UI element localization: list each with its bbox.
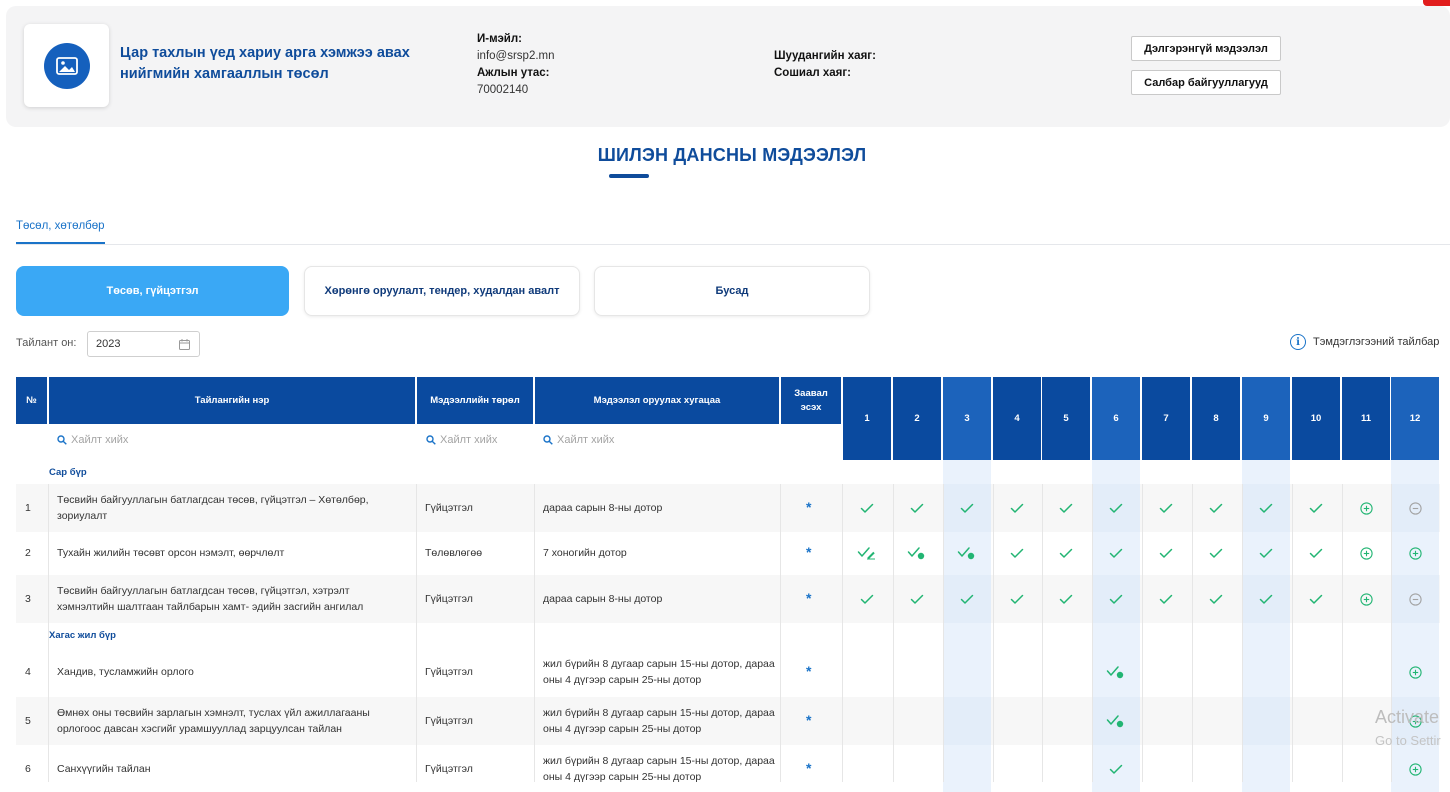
group-monthly: Сар бүр <box>49 467 87 478</box>
row-required-mark: * <box>806 544 812 560</box>
column-divider <box>1242 484 1243 782</box>
column-divider <box>534 484 535 782</box>
check-icon[interactable] <box>1056 500 1076 516</box>
check-icon[interactable] <box>1156 500 1176 516</box>
row-required-mark: * <box>806 712 812 728</box>
check-icon[interactable] <box>1007 591 1027 607</box>
search-deadline-placeholder: Хайлт хийх <box>557 434 615 446</box>
row-report-name: Санхүүгийн тайлан <box>57 763 151 775</box>
check-icon[interactable] <box>1256 545 1276 561</box>
search-icon <box>543 435 553 445</box>
check-icon[interactable] <box>1206 500 1226 516</box>
month-cell-shade <box>943 648 991 696</box>
search-icon <box>57 435 67 445</box>
row-required-mark: * <box>806 760 812 776</box>
row-report-name: Өмнөх оны төсвийн зарлагын хэмнэлт, туслах үйл ажиллагааны орлогоос давсан хэсгийг урамшууллад зарцуулсан тайлан <box>57 707 370 735</box>
legend-link[interactable] <box>1290 334 1439 350</box>
month-cell-shade <box>1242 648 1290 696</box>
column-divider <box>842 484 843 782</box>
activation-watermark-title: Activate <box>1375 707 1440 727</box>
tab-divider <box>16 244 1450 245</box>
info-icon: i <box>1290 334 1306 350</box>
column-divider <box>893 484 894 782</box>
row-required-mark: * <box>806 499 812 515</box>
check-icon[interactable] <box>1206 591 1226 607</box>
column-divider <box>1192 484 1193 782</box>
page-title: ШИЛЭН ДАНСНЫ МЭДЭЭЛЭЛ <box>597 145 867 165</box>
activation-watermark-sub: Go to Settir <box>1375 733 1441 748</box>
search-deadline-input[interactable] <box>543 434 614 446</box>
calendar-icon <box>179 339 190 350</box>
legend-label: Тэмдэглэгээний тайлбар <box>1313 336 1440 348</box>
check-pending-icon[interactable] <box>1106 664 1126 680</box>
row-number: 4 <box>25 666 31 678</box>
check-icon[interactable] <box>1156 545 1176 561</box>
column-divider <box>416 484 417 782</box>
minus-circle-icon[interactable] <box>1405 500 1425 516</box>
month-cell-shade <box>943 746 991 792</box>
row-info-type: Гүйцэтгэл <box>425 502 473 514</box>
row-deadline: дараа сарын 8-ны дотор <box>543 593 663 605</box>
header-month-2: 2 <box>893 377 941 460</box>
add-circle-icon[interactable] <box>1405 761 1425 777</box>
check-icon[interactable] <box>1056 545 1076 561</box>
row-required-mark: * <box>806 663 812 679</box>
row-info-type: Гүйцэтгэл <box>425 593 473 605</box>
row-deadline: жил бүрийн 8 дугаар сарын 15-ны дотор, дараа оны 4 дүгээр сарын 25-ны дотор <box>543 755 775 783</box>
add-circle-icon[interactable] <box>1356 591 1376 607</box>
month-cell-shade <box>1242 697 1290 745</box>
row-number: 6 <box>25 763 31 775</box>
check-icon[interactable] <box>907 500 927 516</box>
row-deadline: 7 хоногийн дотор <box>543 547 627 559</box>
header-month-1: 1 <box>843 377 891 460</box>
row-report-name: Хандив, тусламжийн орлого <box>57 666 194 678</box>
phone-value: 70002140 <box>477 84 529 96</box>
row-deadline: дараа сарын 8-ны дотор <box>543 502 663 514</box>
group-half-year: Хагас жил бүр <box>49 630 116 641</box>
check-icon[interactable] <box>1256 500 1276 516</box>
email-value: info@srsp2.mn <box>477 50 555 62</box>
row-info-type: Төлөвлөгөө <box>425 547 483 559</box>
contact-block <box>477 31 555 99</box>
phone-label: Ажлын утас: <box>477 67 550 79</box>
header-month-3: 3 <box>943 377 991 460</box>
check-icon[interactable] <box>1306 545 1326 561</box>
category-budget-button[interactable]: Төсөв, гүйцэтгэл <box>16 266 289 316</box>
fax-label: Шуудангийн хаяг: <box>774 50 876 62</box>
check-icon[interactable] <box>957 591 977 607</box>
header-month-5: 5 <box>1042 377 1090 460</box>
add-circle-icon[interactable] <box>1356 500 1376 516</box>
check-icon[interactable] <box>857 591 877 607</box>
add-circle-icon[interactable] <box>1356 545 1376 561</box>
row-info-type: Гүйцэтгэл <box>425 666 473 678</box>
tab-projects[interactable]: Төсөл, хөтөлбөр <box>16 220 105 232</box>
branches-button[interactable]: Салбар байгууллагууд <box>1131 70 1281 95</box>
header-month-7: 7 <box>1142 377 1190 460</box>
column-divider <box>943 484 944 782</box>
month-cell-shade <box>1242 746 1290 792</box>
email-label: И-мэйл: <box>477 33 523 45</box>
row-deadline: жил бүрийн 8 дугаар сарын 15-ны дотор, дараа оны 4 дүгээр сарын 25-ны дотор <box>543 707 775 735</box>
header-month-10: 10 <box>1292 377 1340 460</box>
image-icon <box>44 43 90 89</box>
header-month-12: 12 <box>1391 377 1439 460</box>
check-icon[interactable] <box>1106 545 1126 561</box>
row-report-name: Төсвийн байгууллагын батлагдсан төсөв, гүйцэтгэл, хэтрэлт хэмнэлтийн шалтгаан тайлбарын хамт- эдийн засгийн ангилал <box>57 585 364 613</box>
row-info-type: Гүйцэтгэл <box>425 763 473 775</box>
check-icon[interactable] <box>1156 591 1176 607</box>
minus-circle-icon[interactable] <box>1405 591 1425 607</box>
check-icon[interactable] <box>1106 500 1126 516</box>
month-cell-shade <box>943 697 991 745</box>
column-divider <box>1042 484 1043 782</box>
column-divider <box>1342 484 1343 782</box>
row-report-name: Төсвийн байгууллагын батлагдсан төсөв, гүйцэтгэл – Хөтөлбөр, зориулалт <box>57 494 369 522</box>
row-required-mark: * <box>806 590 812 606</box>
social-label: Сошиал хаяг: <box>774 67 852 79</box>
check-icon[interactable] <box>857 500 877 516</box>
address-block <box>774 48 876 82</box>
check-icon[interactable] <box>1056 591 1076 607</box>
title-underline <box>609 174 649 178</box>
check-icon[interactable] <box>1306 500 1326 516</box>
add-circle-icon[interactable] <box>1405 664 1425 680</box>
year-picker[interactable] <box>87 331 200 357</box>
column-divider <box>1292 484 1293 782</box>
check-pending-icon[interactable] <box>907 545 927 561</box>
details-button[interactable]: Дэлгэрэнгүй мэдээлэл <box>1131 36 1281 61</box>
row-number: 3 <box>25 593 31 605</box>
check-icon[interactable] <box>1206 545 1226 561</box>
year-label: Тайлант он: <box>16 337 77 349</box>
row-number: 2 <box>25 547 31 559</box>
search-info-type-placeholder: Хайлт хийх <box>440 434 498 446</box>
column-divider <box>780 484 781 782</box>
check-edit-icon[interactable] <box>857 545 877 561</box>
year-value: 2023 <box>96 338 121 350</box>
header-deadline: Мэдээлэл оруулах хугацаа <box>535 377 779 424</box>
check-pending-icon[interactable] <box>1106 713 1126 729</box>
search-report-name-placeholder: Хайлт хийх <box>71 434 129 446</box>
check-icon[interactable] <box>1007 500 1027 516</box>
check-icon[interactable] <box>1256 591 1276 607</box>
header-month-9: 9 <box>1242 377 1290 460</box>
column-divider <box>1092 484 1093 782</box>
check-icon[interactable] <box>1007 545 1027 561</box>
org-logo <box>24 24 109 107</box>
check-icon[interactable] <box>1306 591 1326 607</box>
header-month-6: 6 <box>1092 377 1140 460</box>
check-pending-icon[interactable] <box>957 545 977 561</box>
org-name: Цар тахлын үед хариу арга хэмжээ авах нийгмийн хамгааллын төсөл <box>120 45 410 82</box>
header-required: Заавал эсэх <box>781 377 841 424</box>
row-deadline: жил бүрийн 8 дугаар сарын 15-ны дотор, дараа оны 4 дүгээр сарын 25-ны дотор <box>543 658 775 686</box>
column-divider <box>993 484 994 782</box>
column-divider <box>1142 484 1143 782</box>
header-number: № <box>16 377 47 424</box>
header-month-8: 8 <box>1192 377 1240 460</box>
category-investment-button[interactable]: Хөрөнгө оруулалт, тендер, худалдан авалт <box>304 266 580 316</box>
search-report-name-input[interactable] <box>57 434 128 446</box>
check-icon[interactable] <box>1106 761 1126 777</box>
row-info-type: Гүйцэтгэл <box>425 715 473 727</box>
row-number: 1 <box>25 502 31 514</box>
header-month-4: 4 <box>993 377 1041 460</box>
check-icon[interactable] <box>1106 591 1126 607</box>
check-icon[interactable] <box>957 500 977 516</box>
row-number: 5 <box>25 715 31 727</box>
header-report-name: Тайлангийн нэр <box>49 377 415 424</box>
search-info-type-input[interactable] <box>426 434 497 446</box>
row-report-name: Тухайн жилийн төсөвт орсон нэмэлт, өөрчлөлт <box>57 547 285 559</box>
add-circle-icon[interactable] <box>1405 545 1425 561</box>
header-info-type: Мэдээллийн төрөл <box>417 377 533 424</box>
check-icon[interactable] <box>907 591 927 607</box>
header-month-11: 11 <box>1342 377 1390 460</box>
search-icon <box>426 435 436 445</box>
category-other-button[interactable]: Бусад <box>594 266 870 316</box>
